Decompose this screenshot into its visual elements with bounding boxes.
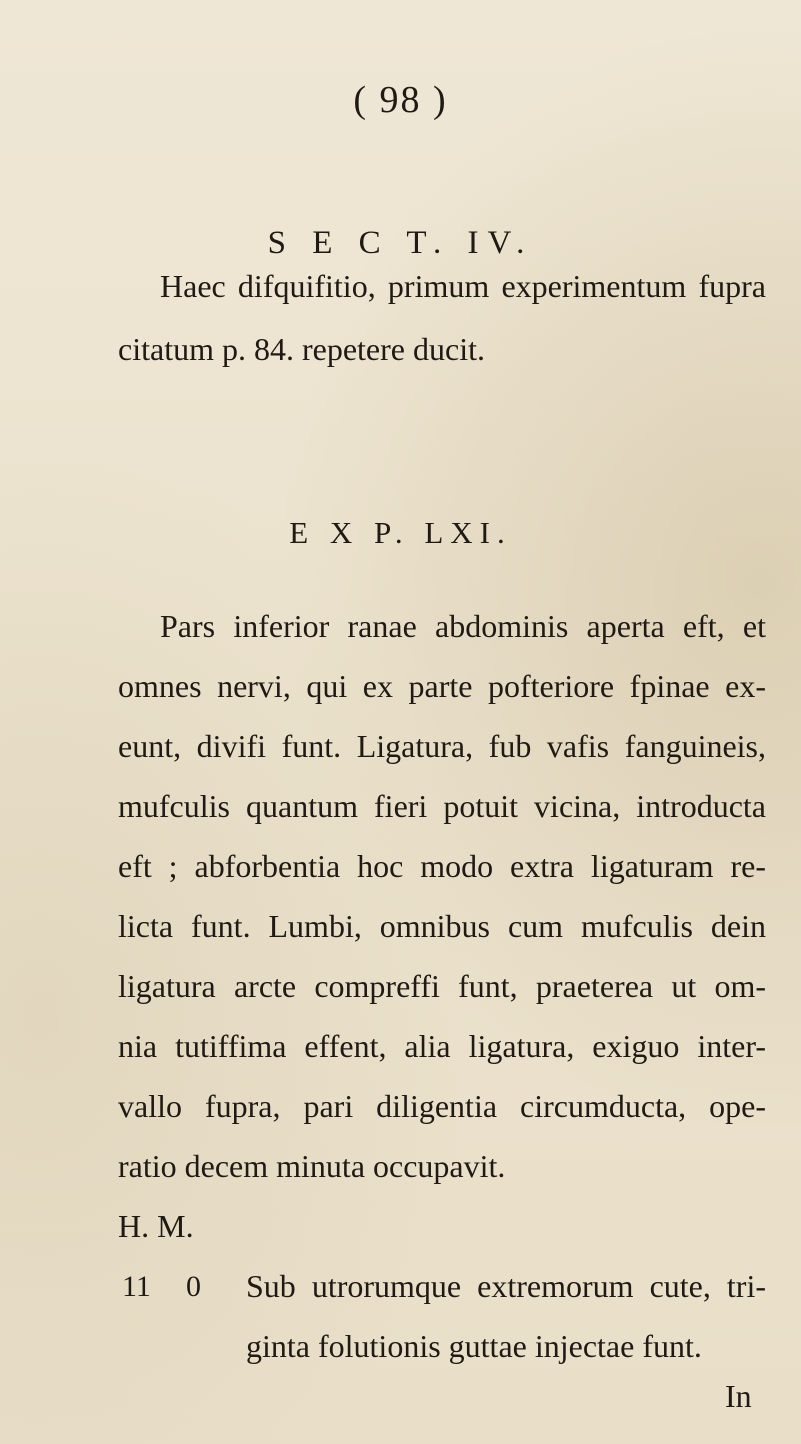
table-header-hm: H. M. xyxy=(118,1208,194,1244)
body-line: omnes nervi, qui ex parte pofteriore fpinae ex- xyxy=(118,668,766,704)
catchword: In xyxy=(725,1378,752,1414)
body-line: Pars inferior ranae abdominis aperta eft, et xyxy=(160,608,766,644)
body-line: mufculis quantum fieri potuit vicina, introducta xyxy=(118,788,766,824)
body-line: ligatura arcte compreffi funt, praeterea ut om- xyxy=(118,968,766,1004)
row-text-line-2: ginta folutionis guttae injectae funt. xyxy=(246,1328,702,1364)
body-line-last: ratio decem minuta occupavit. xyxy=(118,1148,506,1184)
row-minutes: 0 xyxy=(186,1270,201,1303)
row-hours: 11 xyxy=(122,1270,151,1303)
page-number: ( 98 ) xyxy=(353,79,448,121)
intro-line-1: Haec difquifitio, primum experimentum fupra xyxy=(160,268,766,304)
row-text-line-1: Sub utrorumque extremorum cute, tri- xyxy=(246,1268,766,1304)
body-line: eunt, divifi funt. Ligatura, fub vafis fanguineis, xyxy=(118,728,766,764)
body-line: licta funt. Lumbi, omnibus cum mufculis dein xyxy=(118,908,766,944)
experiment-heading: E X P. LXI. xyxy=(289,515,512,550)
body-line: nia tutiffima effent, alia ligatura, exiguo inter- xyxy=(118,1028,766,1064)
body-line: vallo fupra, pari diligentia circumducta, ope- xyxy=(118,1088,766,1124)
body-line: eft ; abforbentia hoc modo extra ligaturam re- xyxy=(118,848,766,884)
intro-line-2: citatum p. 84. repetere ducit. xyxy=(118,331,485,367)
section-heading: S E C T. IV. xyxy=(267,225,534,261)
